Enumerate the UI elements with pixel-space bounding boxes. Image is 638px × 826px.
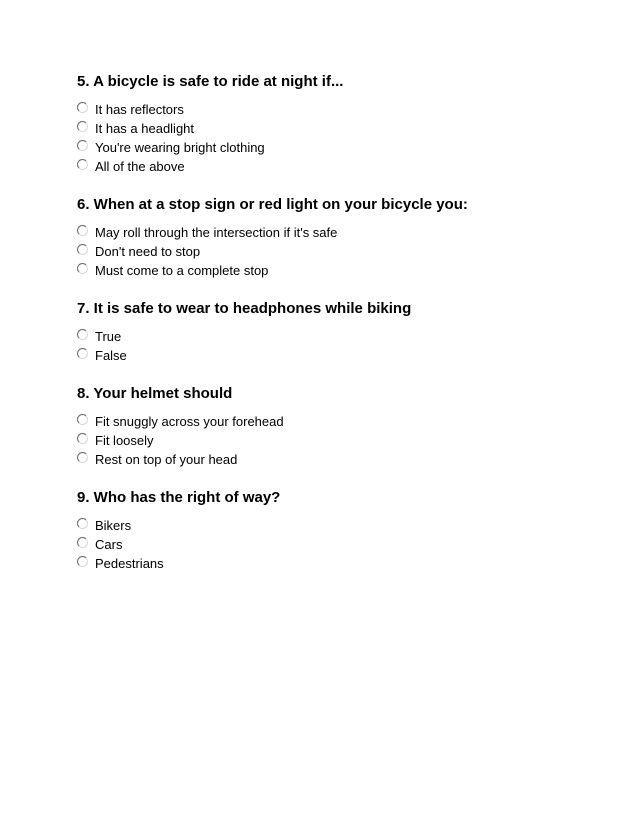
radio-option[interactable] <box>77 119 597 138</box>
option-label: False <box>95 348 127 363</box>
question-6 <box>77 195 597 280</box>
option-label: Fit snuggly across your forehead <box>95 414 284 429</box>
radio-button-icon[interactable] <box>77 263 88 274</box>
radio-option[interactable] <box>77 261 597 280</box>
radio-button-icon[interactable] <box>77 159 88 170</box>
radio-option[interactable] <box>77 223 597 242</box>
question-title: 6. When at a stop sign or red light on your bicycle you: <box>77 196 468 213</box>
radio-button-icon[interactable] <box>77 537 88 548</box>
option-label: Rest on top of your head <box>95 452 238 467</box>
radio-button-icon[interactable] <box>77 329 88 340</box>
question-7 <box>77 299 597 365</box>
radio-option[interactable] <box>77 100 597 119</box>
question-5 <box>77 72 597 176</box>
option-label: True <box>95 329 122 344</box>
radio-button-icon[interactable] <box>77 225 88 236</box>
option-label: It has reflectors <box>95 102 184 117</box>
radio-button-icon[interactable] <box>77 414 88 425</box>
option-label: Fit loosely <box>95 433 154 448</box>
radio-option[interactable] <box>77 346 597 365</box>
radio-button-icon[interactable] <box>77 518 88 529</box>
option-label: All of the above <box>95 159 185 174</box>
radio-option[interactable] <box>77 554 597 573</box>
radio-option[interactable] <box>77 242 597 261</box>
option-label: You're wearing bright clothing <box>95 140 265 155</box>
question-8 <box>77 384 597 469</box>
radio-option[interactable] <box>77 327 597 346</box>
question-title: 7. It is safe to wear to headphones while biking <box>77 300 412 317</box>
radio-button-icon[interactable] <box>77 348 88 359</box>
radio-button-icon[interactable] <box>77 452 88 463</box>
radio-option[interactable] <box>77 535 597 554</box>
radio-option[interactable] <box>77 431 597 450</box>
option-label: It has a headlight <box>95 121 195 136</box>
radio-option[interactable] <box>77 516 597 535</box>
option-label: Pedestrians <box>95 556 164 571</box>
radio-button-icon[interactable] <box>77 140 88 151</box>
radio-button-icon[interactable] <box>77 433 88 444</box>
question-title: 8. Your helmet should <box>77 385 233 402</box>
radio-option[interactable] <box>77 450 597 469</box>
option-label: Cars <box>95 537 123 552</box>
question-title: 5. A bicycle is safe to ride at night if... <box>77 73 344 90</box>
radio-button-icon[interactable] <box>77 556 88 567</box>
radio-option[interactable] <box>77 412 597 431</box>
quiz-form <box>77 72 597 592</box>
option-label: May roll through the intersection if it's safe <box>95 225 338 240</box>
radio-option[interactable] <box>77 157 597 176</box>
question-title: 9. Who has the right of way? <box>77 489 281 506</box>
option-label: Don't need to stop <box>95 244 201 259</box>
radio-option[interactable] <box>77 138 597 157</box>
option-label: Bikers <box>95 518 132 533</box>
radio-button-icon[interactable] <box>77 244 88 255</box>
radio-button-icon[interactable] <box>77 102 88 113</box>
option-label: Must come to a complete stop <box>95 263 269 278</box>
question-9 <box>77 488 597 573</box>
radio-button-icon[interactable] <box>77 121 88 132</box>
